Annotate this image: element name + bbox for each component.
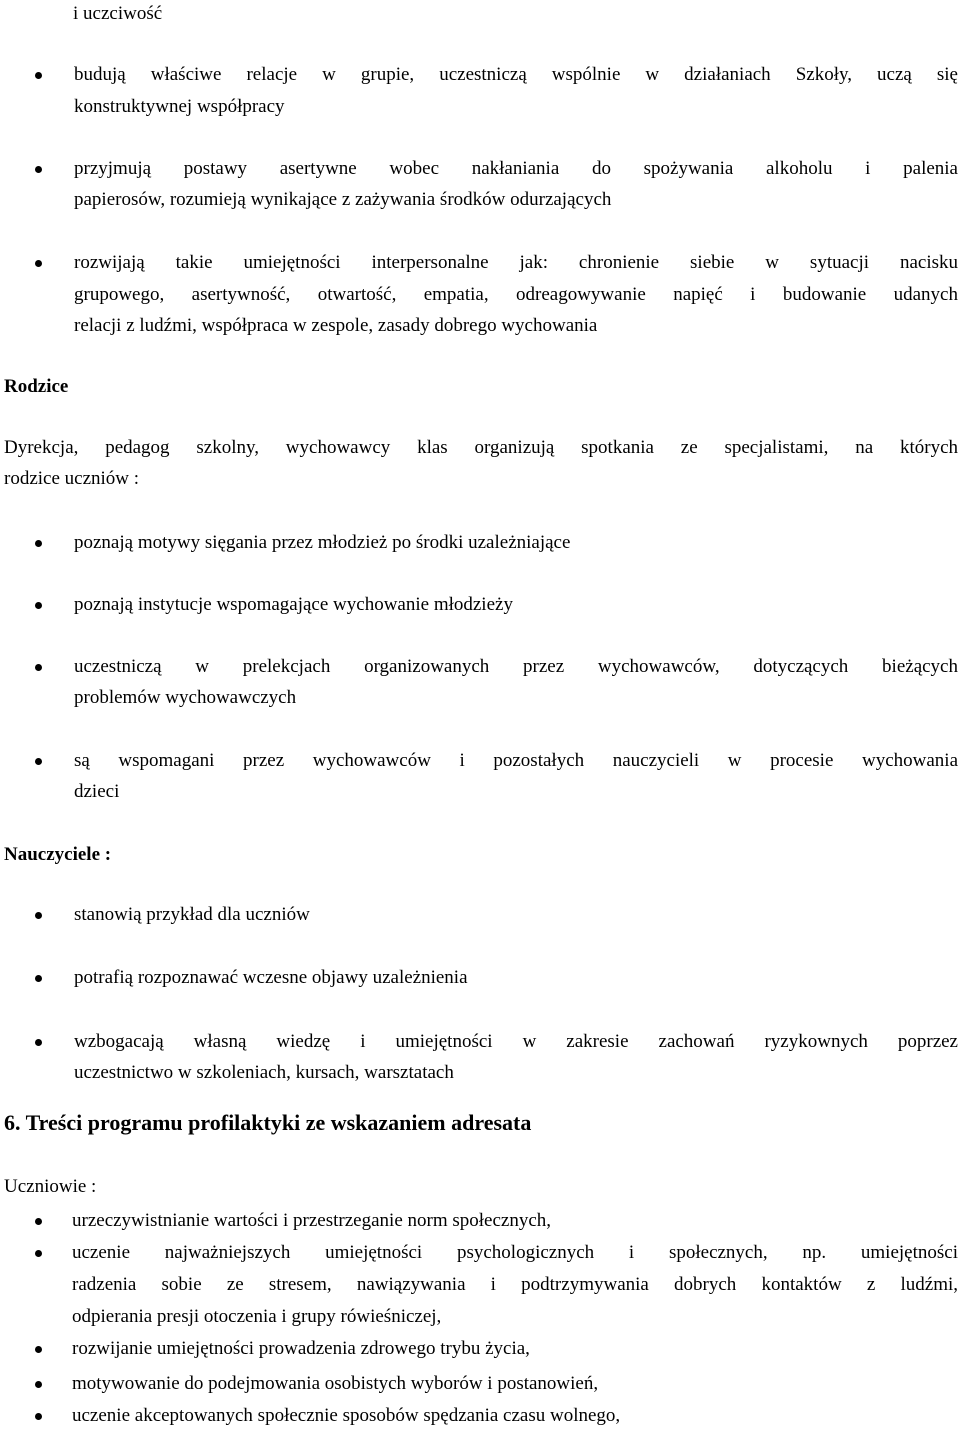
list-item-line: motywowanie do podejmowania osobistych wyborów i postanowień,	[72, 1373, 599, 1394]
list-item-line: rozwijają takie umiejętności interpersonalne jak: chronienie siebie w sytuacji nacisku	[74, 252, 958, 273]
list-item-line: są wspomagani przez wychowawców i pozostałych nauczycieli w procesie wychowania	[74, 750, 958, 771]
section-title: 6. Treści programu profilaktyki ze wskazaniem adresata	[4, 1110, 532, 1135]
parents-intro-line: Dyrekcja, pedagog szkolny, wychowawcy klas organizują spotkania ze specjalistami, na których	[4, 437, 958, 458]
list-item-line: budują właściwe relacje w grupie, uczestniczą wspólnie w działaniach Szkoły, uczą się	[74, 64, 958, 85]
list-item-line: odpierania presji otoczenia i grupy rówieśniczej,	[72, 1306, 442, 1327]
list-item-line: przyjmują postawy asertywne wobec nakłaniania do spożywania alkoholu i palenia	[74, 158, 958, 179]
parents-intro-line: rodzice uczniów :	[4, 468, 140, 489]
teachers-heading: Nauczyciele :	[4, 844, 112, 865]
bullet-icon	[35, 1346, 42, 1353]
list-item-line: urzeczywistnianie wartości i przestrzeganie norm społecznych,	[72, 1210, 552, 1231]
bullet-icon	[35, 1381, 42, 1388]
bullet-icon	[35, 664, 42, 671]
list-item-line: dzieci	[74, 781, 120, 802]
bullet-icon	[35, 1039, 42, 1046]
list-item-line: grupowego, asertywność, otwartość, empatia, odreagowywanie napięć i budowanie udanych	[74, 284, 958, 305]
list-item-line: uczenie najważniejszych umiejętności psychologicznych i społecznych, np. umiejętności	[72, 1242, 958, 1263]
bullet-icon	[35, 602, 42, 609]
list-item-line: potrafią rozpoznawać wczesne objawy uzależnienia	[74, 967, 468, 988]
bullet-icon	[35, 166, 42, 173]
bullet-icon	[35, 540, 42, 547]
list-item-line: konstruktywnej współpracy	[74, 96, 285, 117]
list-item-line: papierosów, rozumieją wynikające z zażywania środków odurzających	[74, 189, 612, 210]
bullet-icon	[35, 758, 42, 765]
list-item-line: wzbogacają własną wiedzę i umiejętności w zakresie zachowań ryzykownych poprzez	[74, 1031, 958, 1052]
bullet-icon	[35, 912, 42, 919]
list-item-line: relacji z ludźmi, współpraca w zespole, zasady dobrego wychowania	[74, 315, 598, 336]
bullet-icon	[35, 72, 42, 79]
bullet-icon	[35, 1218, 42, 1225]
bullet-icon	[35, 975, 42, 982]
list-item-line: uczestniczą w prelekcjach organizowanych przez wychowawców, dotyczących bieżących	[74, 656, 958, 677]
text-fragment: i uczciwość	[73, 3, 163, 24]
list-item-line: poznają motywy sięgania przez młodzież po środki uzależniające	[74, 532, 571, 553]
list-item-line: uczestnictwo w szkoleniach, kursach, warsztatach	[74, 1062, 454, 1083]
list-item-line: poznają instytucje wspomagające wychowanie młodzieży	[74, 594, 513, 615]
list-item-line: radzenia sobie ze stresem, nawiązywania i podtrzymywania dobrych kontaktów z ludźmi,	[72, 1274, 958, 1295]
bullet-icon	[35, 1250, 42, 1257]
list-item-line: uczenie akceptowanych społecznie sposobów spędzania czasu wolnego,	[72, 1405, 621, 1426]
bullet-icon	[35, 260, 42, 267]
list-item-line: problemów wychowawczych	[74, 687, 297, 708]
list-item-line: stanowią przykład dla uczniów	[74, 904, 310, 925]
students-heading: Uczniowie :	[4, 1176, 97, 1197]
list-item-line: rozwijanie umiejętności prowadzenia zdrowego trybu życia,	[72, 1338, 530, 1359]
parents-heading: Rodzice	[4, 376, 69, 397]
bullet-icon	[35, 1413, 42, 1420]
